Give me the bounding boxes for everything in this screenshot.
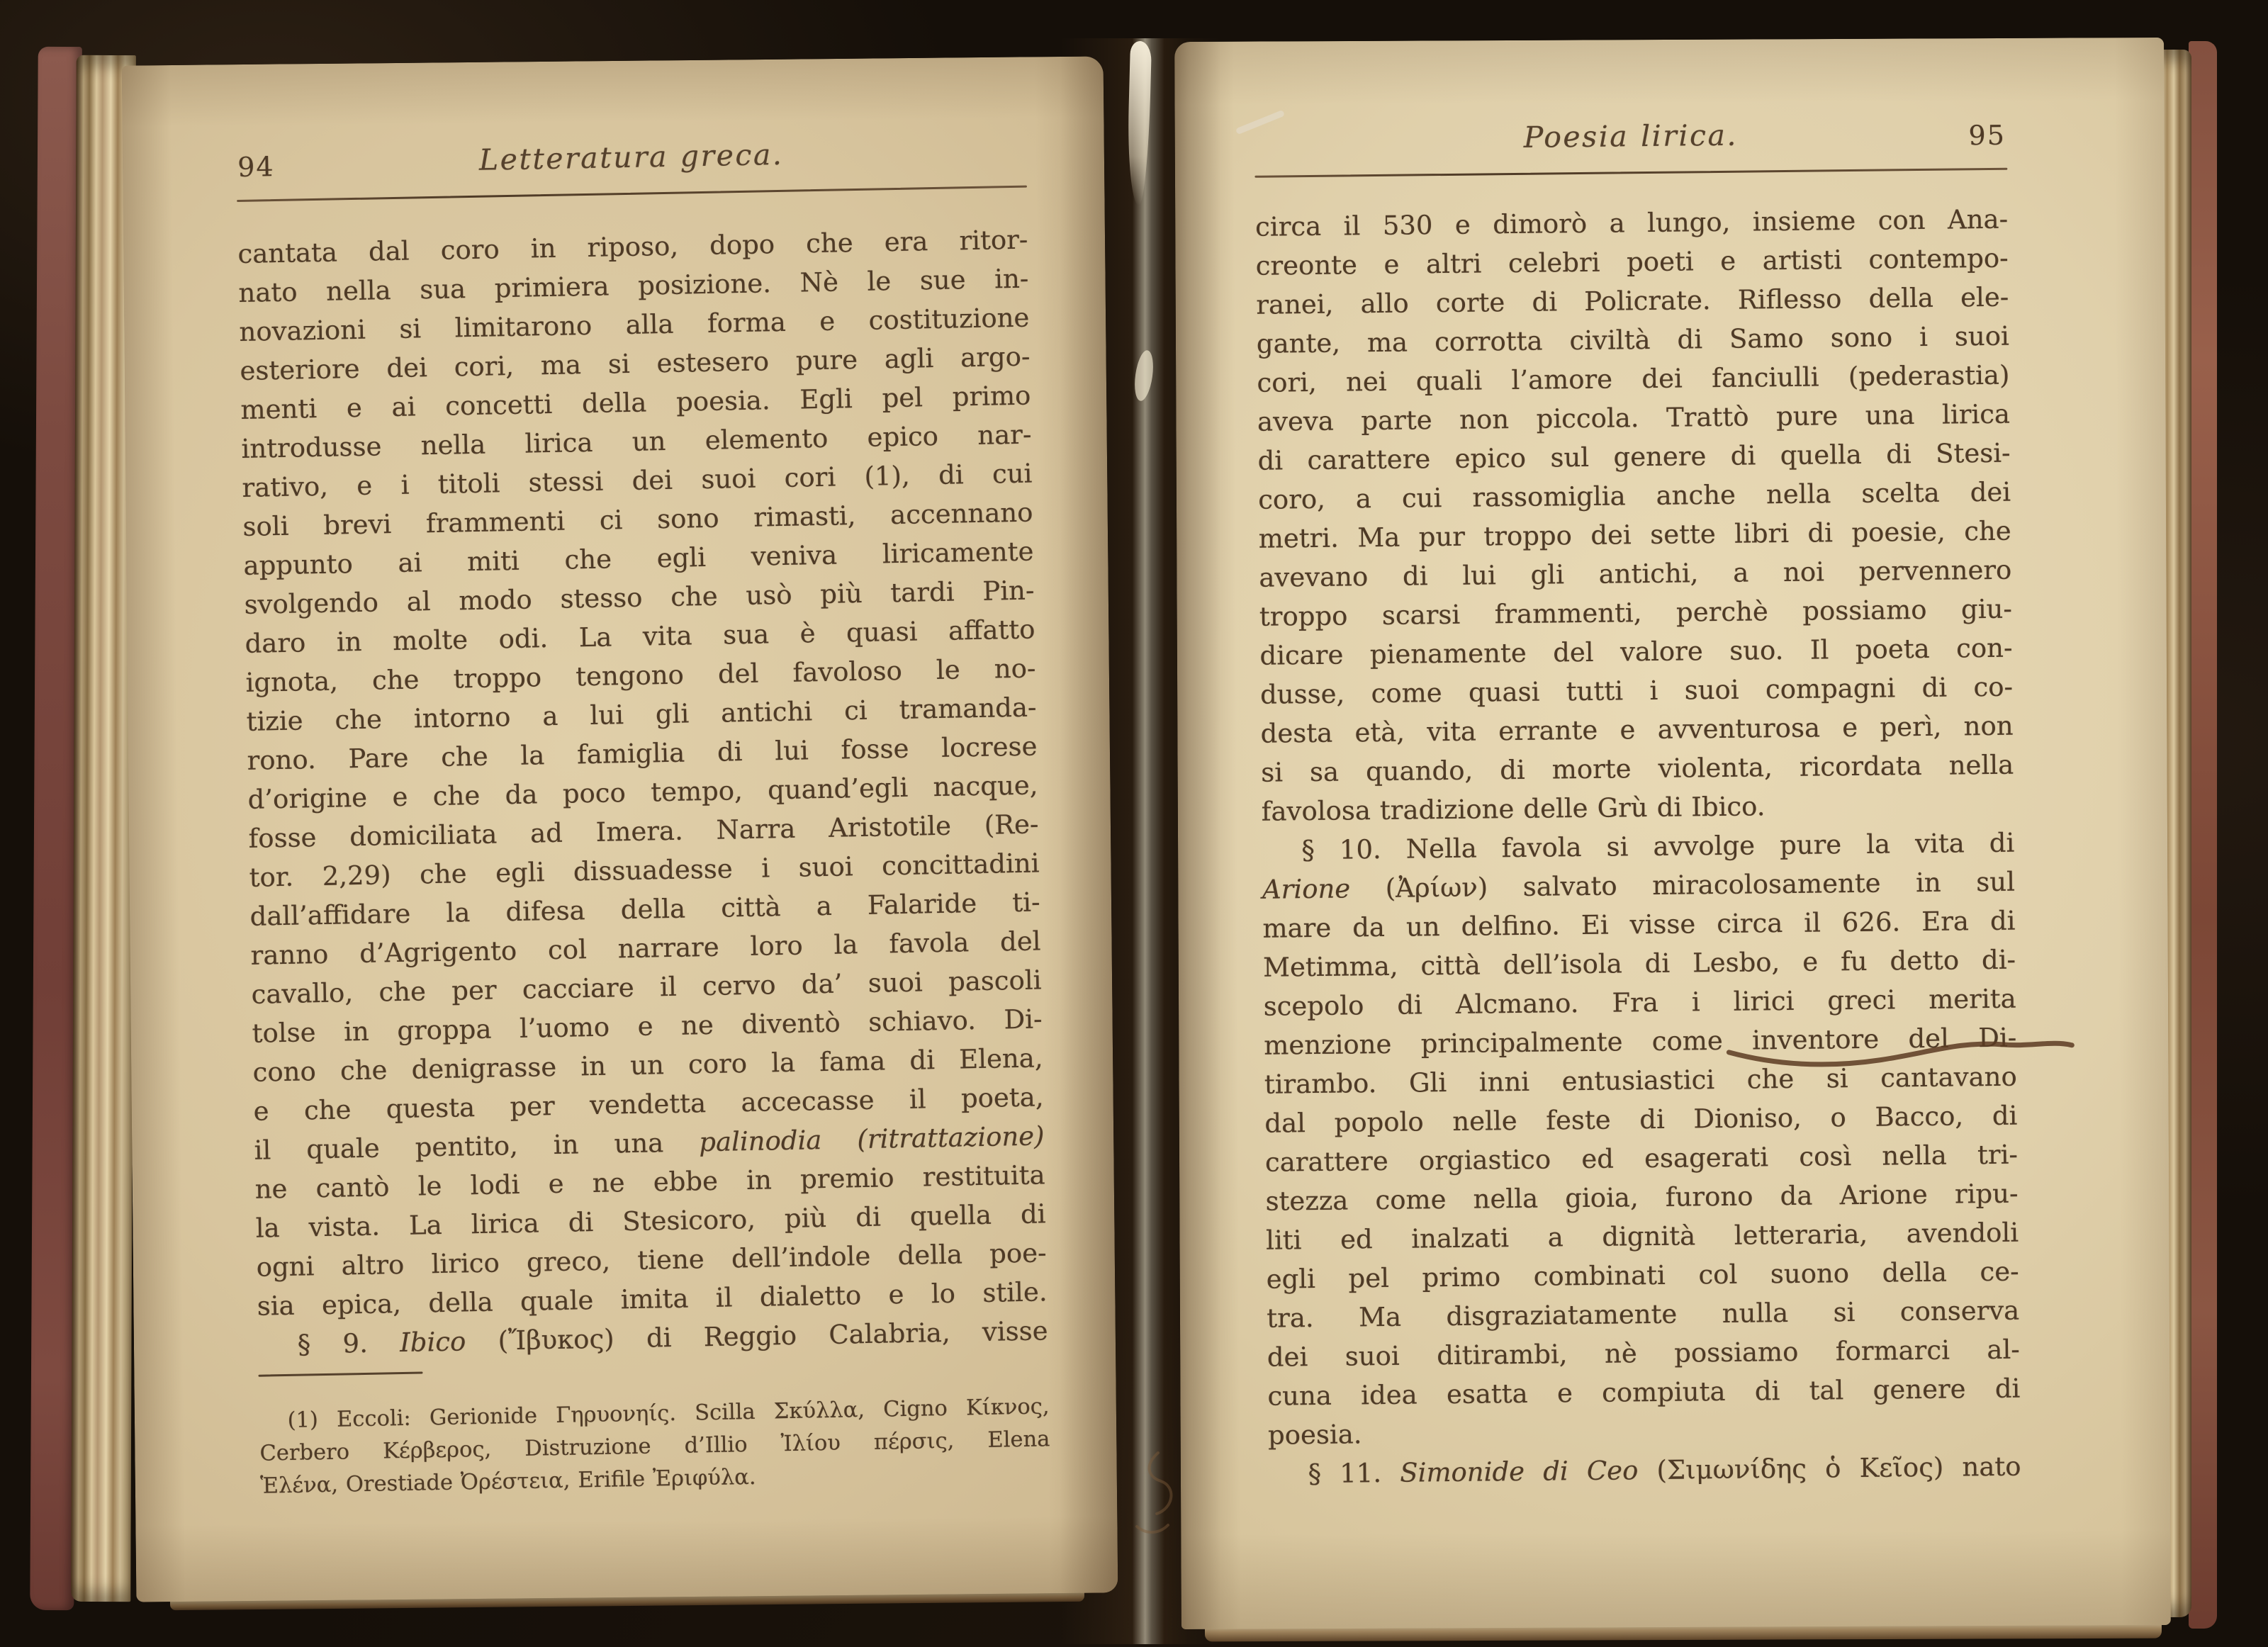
text-line: e che questa per vendetta accecasse il poeta, <box>253 1081 1044 1127</box>
text-line: dei suoi ditirambi, nè possiamo formarci al- <box>1267 1334 2021 1373</box>
text-line: tizie che intorno a lui gli antichi ci tramanda- <box>246 692 1037 737</box>
text-line: di carattere epico sul genere di quella di Stesi- <box>1257 437 2011 476</box>
text-line: cuna idea esatta e compiuta di tal genere di <box>1267 1373 2021 1412</box>
text-line: scepolo di Alcmano. Fra i lirici greci merita <box>1263 983 2016 1022</box>
body-text <box>1255 200 2021 1494</box>
text-line: dall’affidare la difesa della città a Falaride ti- <box>249 887 1040 932</box>
page-number: 94 <box>237 151 276 183</box>
text-line: § 9. Ibico (Ἴβυκος) di Reggio Calabria, visse <box>297 1315 1048 1360</box>
text-line: favolosa tradizione delle Grù di Ibico. <box>1261 791 1765 827</box>
text-line: tirambo. Gli inni entusiastici che si cantavano <box>1264 1061 2018 1100</box>
text-line: dusse, come quasi tutti i suoi compagni di co- <box>1259 671 2014 710</box>
text-line: poesia. <box>1267 1419 1362 1451</box>
text-line: la vista. La lirica di Stesicoro, più di quella di <box>255 1198 1046 1244</box>
gutter-crease-spot <box>1132 349 1156 403</box>
text-line: cori, nei quali l’amore dei fanciulli (pederastia) <box>1257 359 2010 398</box>
text-line: avevano di lui gli antichi, a noi pervennero <box>1259 554 2012 593</box>
text-line: rono. Pare che la famiglia di lui fosse locrese <box>247 731 1038 776</box>
text-line: daro in molte odi. La vita sua è quasi affatto <box>245 614 1035 659</box>
text-line: Ἑλένα, Orestiade Ὀρέστεια, Erifile Ἐριφύλα. <box>260 1464 756 1499</box>
text-line: menti e ai concetti della poesia. Egli pel primo <box>240 380 1031 425</box>
text-line: troppo scarsi frammenti, perchè possiamo giu- <box>1259 593 2013 632</box>
running-header: Letteratura greca. <box>478 137 784 177</box>
page-94 <box>122 56 1118 1602</box>
text-line: si sa quando, di morte violenta, ricordata nella <box>1261 749 2014 788</box>
page-95 <box>1174 38 2171 1629</box>
text-line: (1) Eccoli: Gerionide Γηρυονηίς. Scilla Σκύλλα, Cigno Κίκνος, <box>287 1394 1050 1433</box>
text-line: stezza come nella gioia, furono da Arione ripu- <box>1265 1178 2019 1217</box>
text-line: metri. Ma pur troppo dei sette libri di poesie, che <box>1258 515 2011 554</box>
text-line: cavallo, che per cacciare il cervo da’ suoi pascoli <box>251 965 1042 1010</box>
text-line: tor. 2,29) che egli dissuadesse i suoi concittadini <box>249 848 1040 893</box>
text-line: fosse domiciliata ad Imera. Narra Aristotile (Re- <box>248 809 1039 854</box>
text-line: creonte e altri celebri poeti e artisti contempo- <box>1255 242 2009 281</box>
text-line: gante, ma corrotta civiltà di Samo sono i suoi <box>1256 320 2010 359</box>
text-line: novazioni si limitarono alla forma e costituzione <box>239 302 1030 347</box>
text-line: esteriore dei cori, ma si estesero pure agli argo- <box>240 341 1031 386</box>
text-line: mare da un delfino. Ei visse circa il 626. Era di <box>1262 905 2016 944</box>
text-line: Cerbero Κέρβερος, Distruzione d’Illio Ἰλίου πέρσις, Elena <box>259 1427 1050 1466</box>
running-header: Poesia lirica. <box>1523 118 1739 154</box>
text-line: liti ed inalzati a dignità letteraria, avendoli <box>1265 1217 2019 1256</box>
text-line: appunto ai miti che egli veniva liricamente <box>243 536 1034 581</box>
text-line: ogni altro lirico greco, tiene dell’indole della poe- <box>256 1237 1047 1283</box>
body-text <box>237 220 1048 1365</box>
text-line: ranno d’Agrigento col narrare loro la favola del <box>250 926 1041 971</box>
page-94-header <box>236 133 1027 200</box>
text-line: ranei, allo corte di Policrate. Riflesso della ele- <box>1256 281 2009 320</box>
text-line: coro, a cui rassomiglia anche nella scelta dei <box>1257 476 2011 515</box>
text-line: nato nella sua primiera posizione. Nè le sue in- <box>238 263 1029 308</box>
text-line: svolgendo al modo stesso che usò più tardi Pin- <box>244 575 1035 620</box>
text-line: dal popolo nelle feste di Dioniso, o Bacco, di <box>1264 1100 2018 1139</box>
text-line: d’origine e che da poco tempo, quand’egli nacque, <box>247 770 1038 815</box>
text-line: circa il 530 e dimorò a lungo, insieme con Ana- <box>1254 203 2009 242</box>
text-line: dicare pienamente del valore suo. Il poeta con- <box>1259 632 2013 671</box>
text-line: egli pel primo combinati col suono della ce- <box>1266 1256 2019 1295</box>
text-line: tolse in groppa l’uomo e ne diventò schiavo. Di- <box>252 1004 1043 1049</box>
text-line: ne cantò le lodi e ne ebbe in premio restituita <box>254 1159 1045 1205</box>
text-line: aveva parte non piccola. Trattò pure una lirica <box>1257 398 2011 437</box>
text-line: Metimma, città dell’isola di Lesbo, e fu detto di- <box>1262 944 2016 983</box>
footnote-rule <box>259 1371 423 1376</box>
text-line: menzione principalmente come inventore del Di- <box>1264 1022 2017 1061</box>
text-line: desta età, vita errante e avventurosa e perì, non <box>1260 710 2014 749</box>
page-94-content <box>236 133 1051 1503</box>
footnote <box>259 1390 1050 1502</box>
gutter-tear-top <box>1126 41 1152 206</box>
text-line: § 11. Simonide di Ceo (Σιμωνίδης ὁ Κεῖος) nato <box>1308 1451 2021 1490</box>
text-line: il quale pentito, in una palinodia (ritrattazione) <box>254 1120 1045 1166</box>
text-line: cono che denigrasse in un coro la fama di Elena, <box>252 1042 1043 1088</box>
text-line: § 10. Nella favola si avvolge pure la vita di <box>1301 827 2015 866</box>
text-line: ignota, che troppo tengono del favoloso le no- <box>245 653 1036 698</box>
page-number: 95 <box>1968 119 2006 152</box>
text-line: cantata dal coro in riposo, dopo che era ritor- <box>237 224 1028 269</box>
text-line: rativo, e i titoli stessi dei suoi cori (1), di cui <box>242 458 1033 503</box>
page-95-header <box>1254 116 2008 176</box>
text-line: carattere orgiastico ed esagerati così nella tri- <box>1264 1139 2019 1178</box>
page-95-content <box>1254 116 2021 1494</box>
book-cover-edge-right <box>2189 41 2217 1629</box>
text-line: soli brevi frammenti ci sono rimasti, accennano <box>242 497 1033 542</box>
text-line: introdusse nella lirica un elemento epico nar- <box>241 419 1032 464</box>
text-line: Arione (Ἀρίων) salvato miracolosamente in sul <box>1262 866 2016 905</box>
text-line: tra. Ma disgraziatamente nulla si conserva <box>1267 1295 2020 1334</box>
text-line: sia epica, della quale imita il dialetto e lo stile. <box>257 1276 1048 1322</box>
